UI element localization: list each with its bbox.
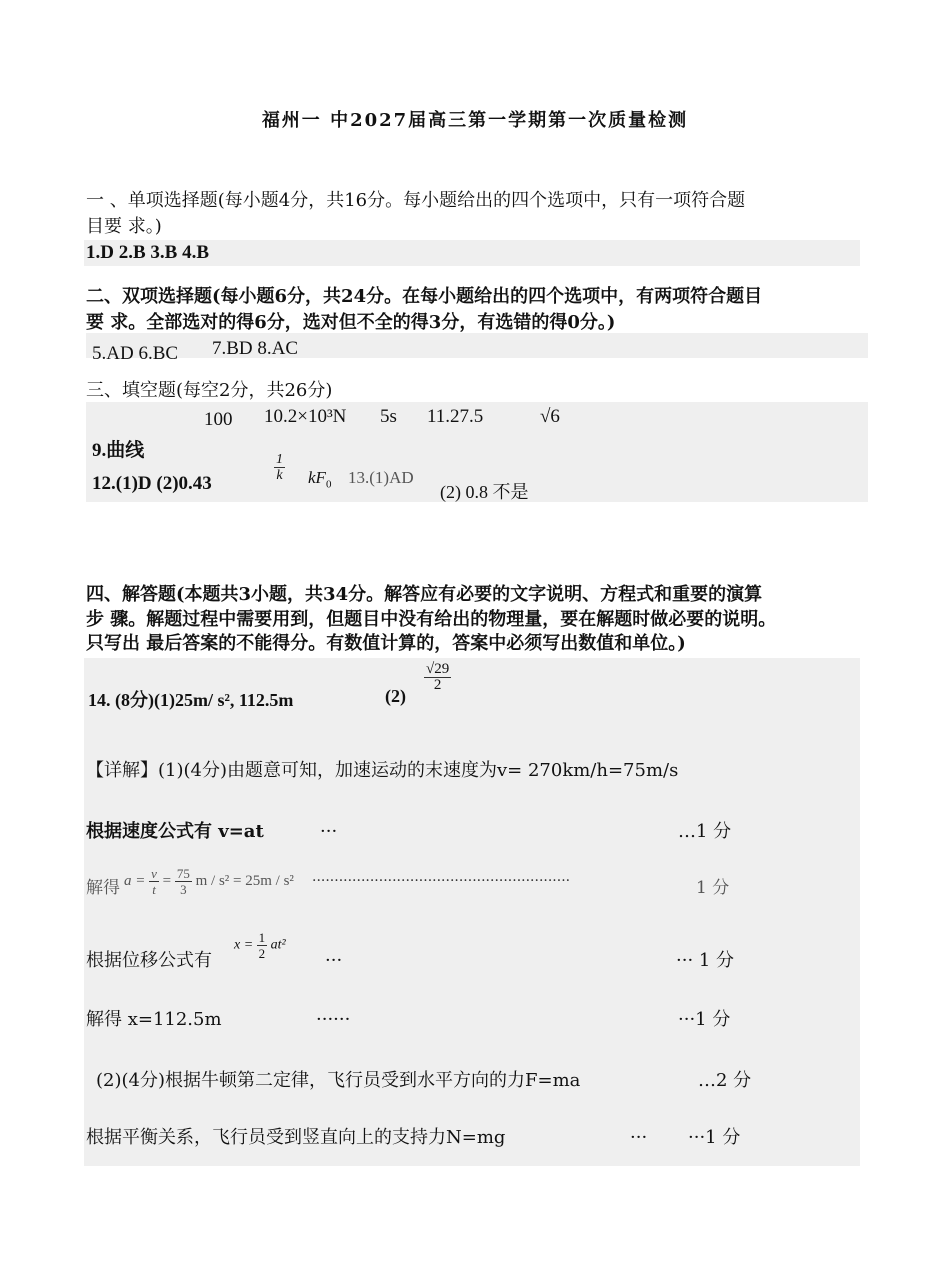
answer-100: 100 [204,409,233,430]
page-title: 福州一 中2027届高三第一学期第一次质量检测 [261,110,689,131]
section2-answer-box [86,333,868,358]
r2-75: 75 [176,866,190,881]
q14-r4-text: 解得 x=112.5m [86,1009,222,1030]
kf0-sub: 0 [325,478,332,491]
q14-r5-text: (2)(4分)根据牛顿第二定律，飞行员受到水平方向的力F=ma [96,1070,581,1091]
answer-kf0 [308,468,331,490]
q14-x-formula [234,930,286,961]
r3-2: 2 [258,946,266,961]
section2-answers-b: 7.BD 8.AC [212,338,299,359]
answer-13: 13.(1)AD [348,468,414,487]
q14-r4-score: ···1 分 [678,1009,731,1030]
q14-fraction [424,662,451,693]
q14-detail: 【详解】(1)(4分)由题意可知，加速运动的末速度为v= 270km/h=75m/s [86,760,679,781]
q14-r6-dots: ··· [630,1127,648,1148]
r2-t: t [152,882,156,897]
q14-r3-score: ··· 1 分 [676,950,735,971]
q14-velocity-formula: 根据速度公式有 v=at [86,821,264,842]
section2-line1: 二、双项选择题(每小题6分，共24分。在每小题给出的四个选项中，有两项符合题目 [86,286,763,307]
section1-line1: 一 、单项选择题(每小题4分，共16分。每小题给出的四个选项中，只有一项符合题 [86,190,746,211]
q14-r1-score: …1 分 [678,821,732,842]
section3-header: 三、填空题(每空2分，共26分) [86,380,333,401]
q14-displacement-formula: 根据位移公式有 [86,950,212,971]
section4-line1: 四、解答题(本题共3小题，共34分。解答应有必要的文字说明、方程式和重要的演算 [86,584,763,605]
r2-3: 3 [180,882,187,897]
fraction-1-over-k [274,452,285,483]
q14-part2: (2) [385,686,406,706]
r2-v: v [151,866,157,881]
r2-eq: = [162,872,172,889]
q14-r6-score: ···1 分 [688,1127,741,1148]
kf0-text: kF [308,468,326,487]
section4-line3: 只写出 最后答案的不能得分。有数值计算的，答案中必须写出数值和单位。) [86,633,686,654]
r2-tail: m / s² = 25m / s² [195,872,294,889]
r3-1: 1 [258,930,266,945]
answer-12: 12.(1)D (2)0.43 [92,473,212,494]
q14-r3-dots: ··· [325,950,343,971]
r3-at: at² [270,937,286,953]
q14-sqrt29: √29 [426,661,450,677]
q14-den2: 2 [433,677,442,693]
q14-r2-dots: ·························································· [312,873,571,889]
answer-5s: 5s [380,406,397,427]
answer-sqrt6: √6 [540,406,560,427]
section1-line2: 目要 求。) [86,216,162,237]
q14-r6-text: 根据平衡关系，飞行员受到竖直向上的支持力N=mg [86,1127,506,1148]
q14-r2-score: 1 分 [696,878,730,898]
section2-line2: 要 求。全部选对的得6分，选对但不全的得3分，有选错的得0分。) [86,312,616,333]
frac-den: k [276,468,283,483]
q14-head: 14. (8分)(1)25m/ s², 112.5m [88,690,294,710]
q14-r1-dots: ··· [320,821,338,842]
q14-r2-label: 解得 [86,878,120,898]
r3-x: x = [234,937,254,953]
section1-answers: 1.D 2.B 3.B 4.B [86,242,209,263]
q14-r4-dots: ······ [316,1009,351,1030]
section2-answers-a: 5.AD 6.BC [92,343,179,359]
answer-11: 11.27.5 [427,406,484,427]
q14-r5-score: …2 分 [698,1070,752,1091]
q14-accel-formula [124,866,294,897]
answer-13b: (2) 0.8 不是 [440,482,529,502]
answer-9: 9.曲线 [92,440,145,461]
frac-num: 1 [276,452,283,467]
section4-line2: 步 骤。解题过程中需要用到，但题目中没有给出的物理量，要在解题时做必要的说明。 [86,609,777,630]
answer-10: 10.2×10³N [264,406,347,427]
r2-a: a = [124,872,146,889]
